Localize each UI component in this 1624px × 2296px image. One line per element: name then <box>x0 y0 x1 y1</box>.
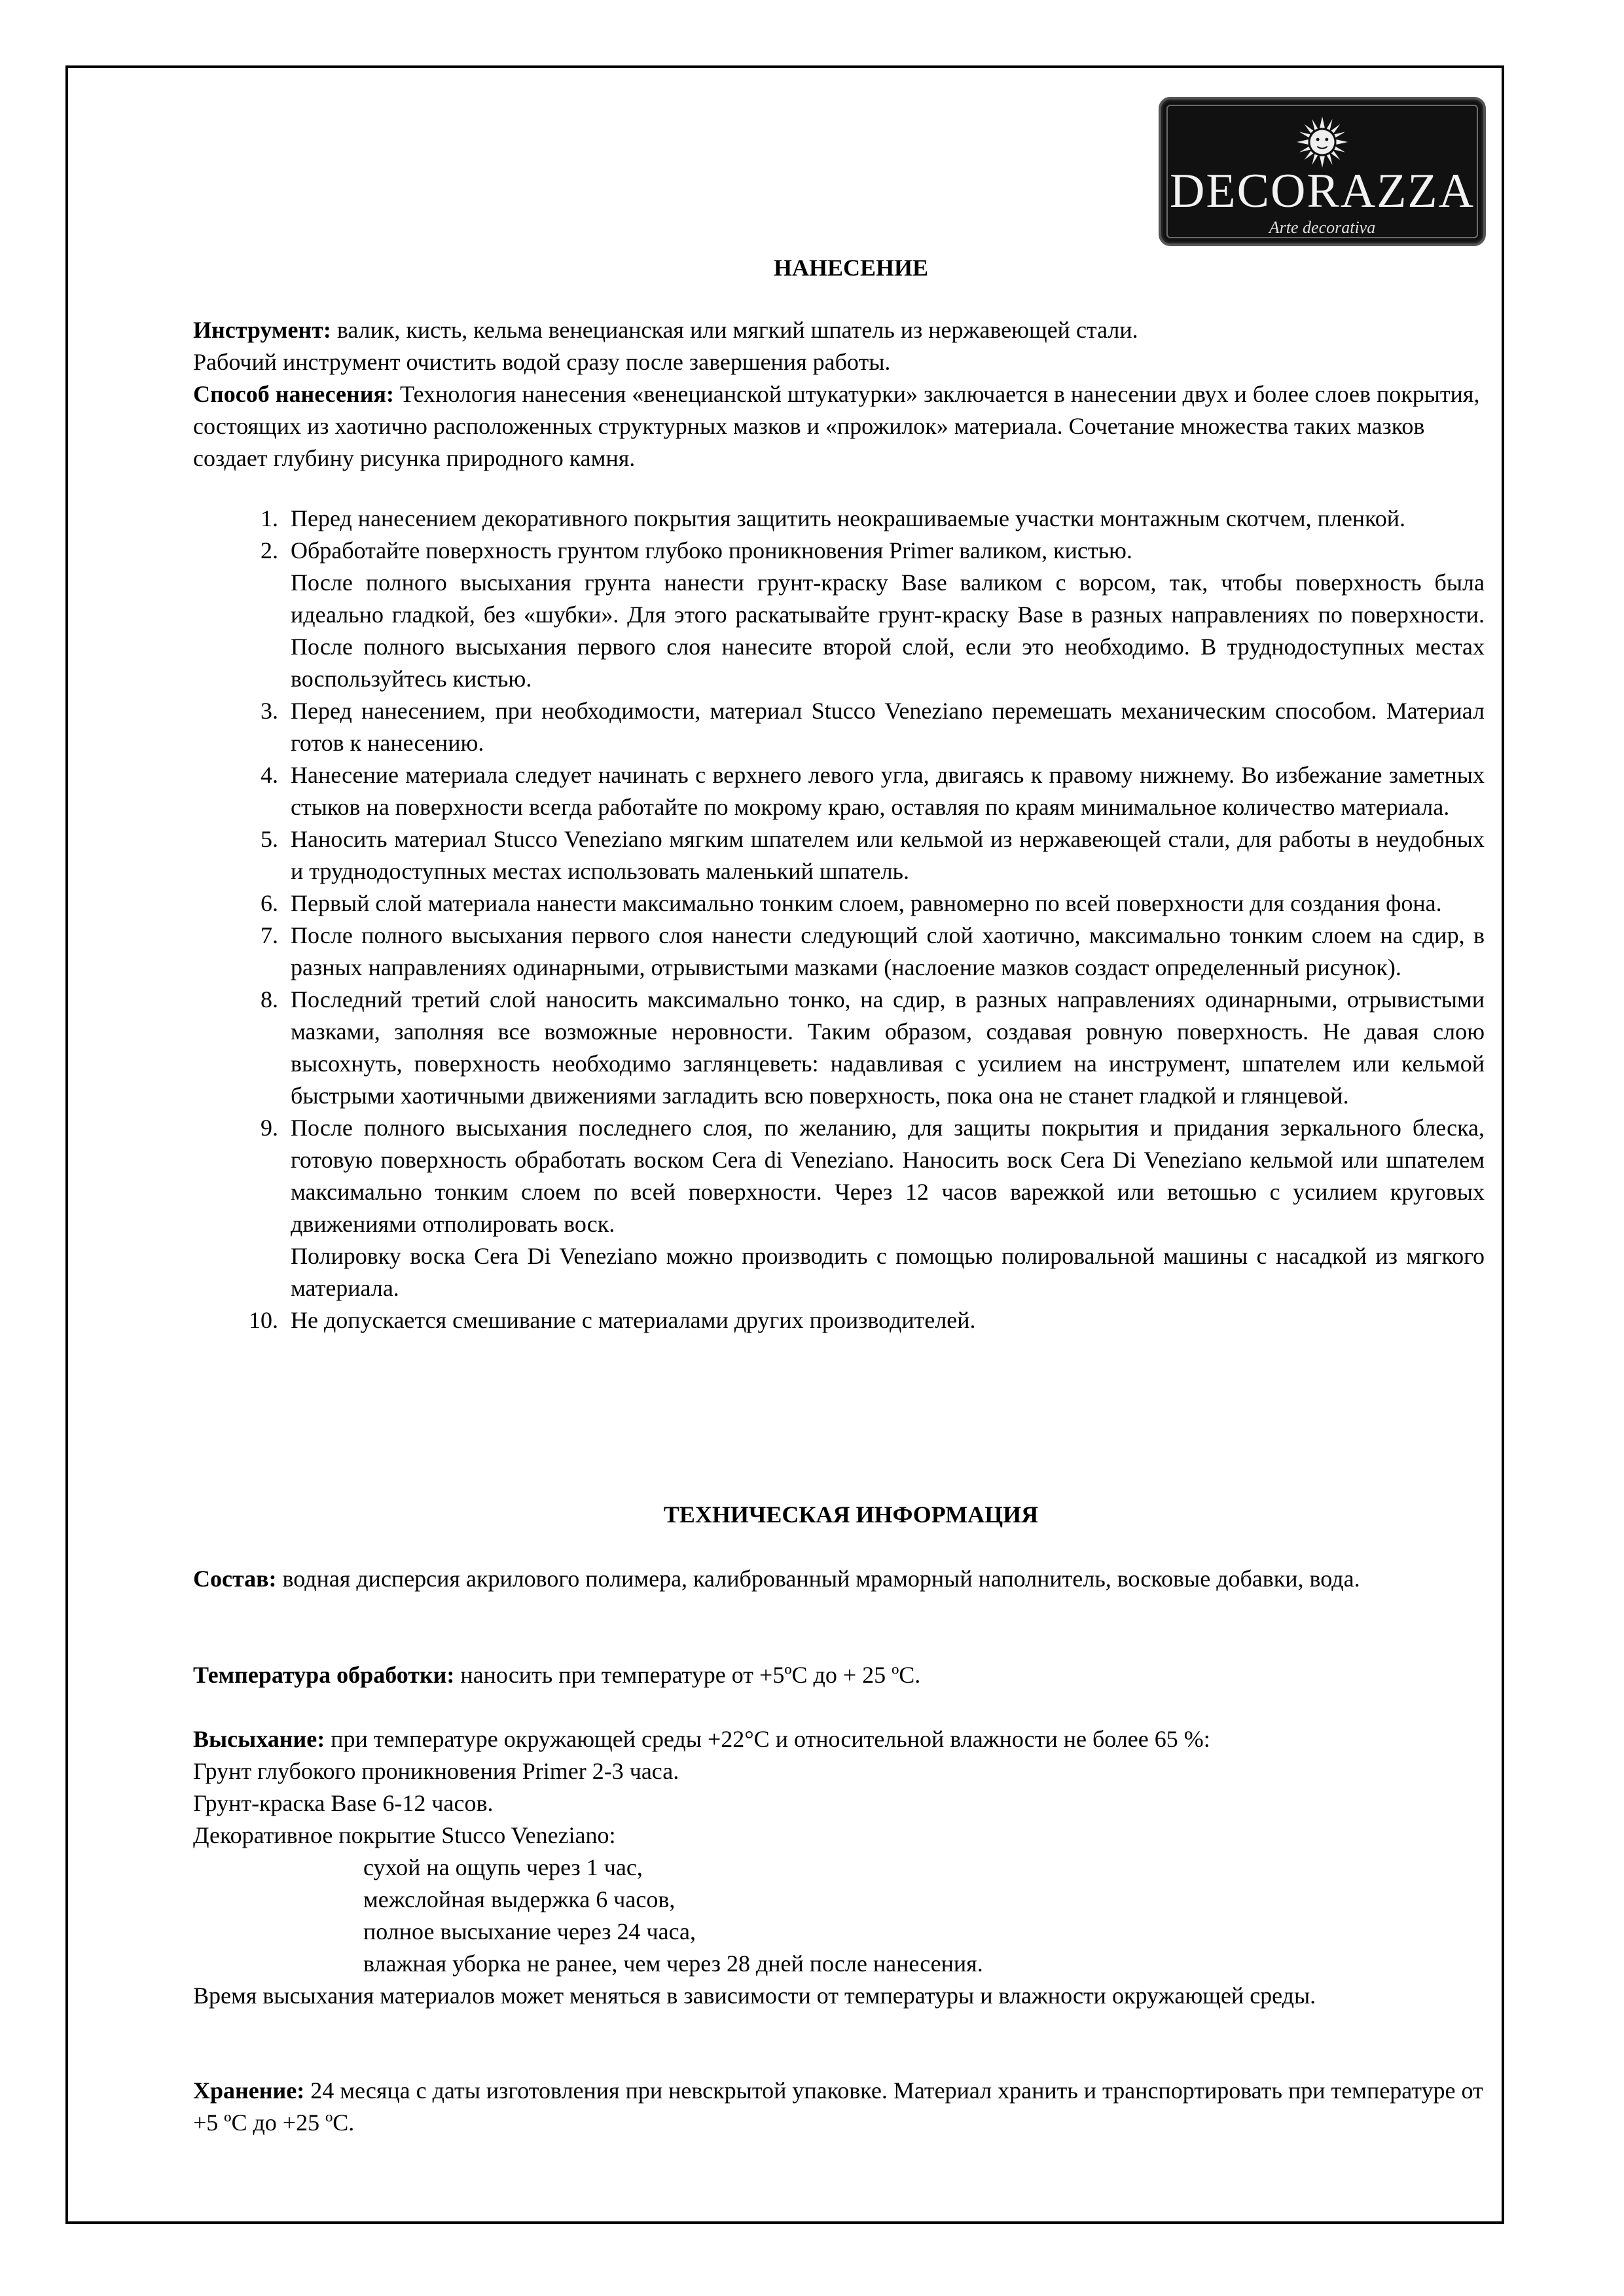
composition-text: водная дисперсия акрилового полимера, калиброванный мраморный наполнитель, восковые добавки, вода. <box>276 1566 1360 1592</box>
composition-paragraph <box>193 1563 1485 1595</box>
composition-label: Состав: <box>193 1566 277 1592</box>
list-item: 9. После полного высыхания последнего слоя, по желанию, для защиты покрытия и придания зеркального блеска, готовую поверхность обработать воском Cera di Veneziano. Наносить воск Cera Di Veneziano кельмой или шпателем максимально тонким слоем по всей поверхности. Через 12 часов варежкой или ветошью с усилием круговых движениями отполировать воск. Полировку воска Cera Di Veneziano можно производить с помощью полировальной машины с насадкой из мягкого материала. <box>261 1115 1485 1301</box>
list-item: 6. Первый слой материала нанести максимально тонким слоем, равномерно по всей поверхности для создания фона. <box>261 890 1442 916</box>
drying-paragraph <box>193 1723 1485 1755</box>
method-text: Технология нанесения «венецианской штукатурки» заключается в нанесении двух и более слоев покрытия, состоящих из хаотично расположенных структурных мазков и «прожилок» материала. Сочетание множества таких мазков создает глубину рисунка природного камня. <box>193 381 1480 471</box>
drying-block <box>193 1723 1485 2012</box>
composition-block <box>193 1563 1485 1595</box>
storage-paragraph <box>193 2075 1485 2139</box>
list-item: 1. Перед нанесением декоративного покрытия защитить неокрашиваемые участки монтажным скотчем, пленкой. <box>261 505 1405 531</box>
section-title-technical: ТЕХНИЧЕСКАЯ ИНФОРМАЦИЯ <box>663 1501 1039 1528</box>
drying-coating: Декоративное покрытие Stucco Veneziano: <box>193 1822 616 1848</box>
list-item: 3. Перед нанесением, при необходимости, материал Stucco Veneziano перемешать механическим способом. Материал готов к нанесению. <box>261 698 1485 756</box>
temperature-label: Температура обработки: <box>193 1662 455 1688</box>
section-title-application: НАНЕСЕНИЕ <box>773 255 929 281</box>
method-paragraph <box>193 378 1485 475</box>
list-item: 10. Не допускается смешивание с материалами других производителей. <box>249 1307 976 1333</box>
clean-paragraph: Рабочий инструмент очистить водой сразу после завершения работы. <box>193 349 891 375</box>
drying-sub-item: межслойная выдержка 6 часов, <box>363 1886 676 1912</box>
drying-base: Грунт-краска Base 6-12 часов. <box>193 1790 494 1816</box>
intro-block <box>193 314 1485 475</box>
sun-face-icon <box>1297 117 1348 168</box>
list-item: 7. После полного высыхания первого слоя нанести следующий слой хаотично, максимально тонким слоем на сдир, в разных направлениях одинарными, отрывистыми мазками (наслоение мазков создаст определенный рисунок). <box>261 922 1485 980</box>
list-item: 5. Наносить материал Stucco Veneziano мягким шпателем или кельмой из нержавеющей стали, для работы в неудобных и труднодоступных местах использовать маленький шпатель. <box>261 826 1485 884</box>
list-item: 2. Обработайте поверхность грунтом глубоко проникновения Primer валиком, кистью. После полного высыхания грунта нанести грунт-краску Base валиком с ворсом, так, чтобы поверхность была идеально гладкой, без «шубки». Для этого раскатывайте грунт-краску Base в разных направлениях по поверхности. После полного высыхания первого слоя нанесите второй слой, если это необходимо. В труднодоступных местах воспользуйтесь кистью. <box>261 537 1485 692</box>
drying-sub-item: сухой на ощупь через 1 час, <box>363 1854 643 1880</box>
drying-label: Высыхание: <box>193 1726 325 1752</box>
temperature-text: наносить при температуре от +5ºС до + 25 ºС. <box>454 1662 921 1688</box>
instrument-paragraph <box>193 314 1485 346</box>
storage-label: Хранение: <box>193 2077 305 2104</box>
instrument-text: валик, кисть, кельма венецианская или мягкий шпатель из нержавеющей стали. <box>331 317 1138 343</box>
decorazza-logo <box>1159 97 1486 246</box>
storage-text: 24 месяца с даты изготовления при невскрытой упаковке. Материал хранить и транспортировать при температуре от +5 ºС до +25 ºС. <box>193 2077 1483 2136</box>
drying-note: Время высыхания материалов может меняться в зависимости от температуры и влажности окружающей среды. <box>193 1982 1316 2009</box>
list-item: 8. Последний третий слой наносить максимально тонко, на сдир, в разных направлениях одинарными, отрывистыми мазками, заполняя все возможные неровности. Таким образом, создавая ровную поверхность. Не давая слою высохнуть, поверхность необходимо заглянцеветь: надавливая с усилием на инструмент, шпателем или кельмой быстрыми хаотичными движениями загладить всю поверхность, пока она не станет гладкой и глянцевой. <box>261 986 1485 1109</box>
drying-sub-item: влажная уборка не ранее, чем через 28 дней после нанесения. <box>363 1950 983 1977</box>
list-item: 4. Нанесение материала следует начинать с верхнего левого угла, двигаясь к правому нижнему. Во избежание заметных стыков на поверхности всегда работайте по мокрому краю, оставляя по краям минимальное количество материала. <box>261 762 1485 820</box>
drying-text: при температуре окружающей среды +22°С и относительной влажности не более 65 %: <box>325 1726 1210 1752</box>
logo-brand: DECORAZZA <box>1169 164 1475 218</box>
steps-list <box>193 503 1485 1336</box>
logo-tagline: Arte decorativa <box>1269 218 1376 237</box>
storage-block <box>193 2075 1485 2139</box>
drying-sub-item: полное высыхание через 24 часа, <box>363 1918 696 1945</box>
temperature-block <box>193 1659 1485 1691</box>
method-label: Способ нанесения: <box>193 381 394 407</box>
instrument-label: Инструмент: <box>193 317 331 343</box>
drying-primer: Грунт глубокого проникновения Primer 2-3 часа. <box>193 1758 679 1784</box>
temperature-paragraph <box>193 1659 1485 1691</box>
